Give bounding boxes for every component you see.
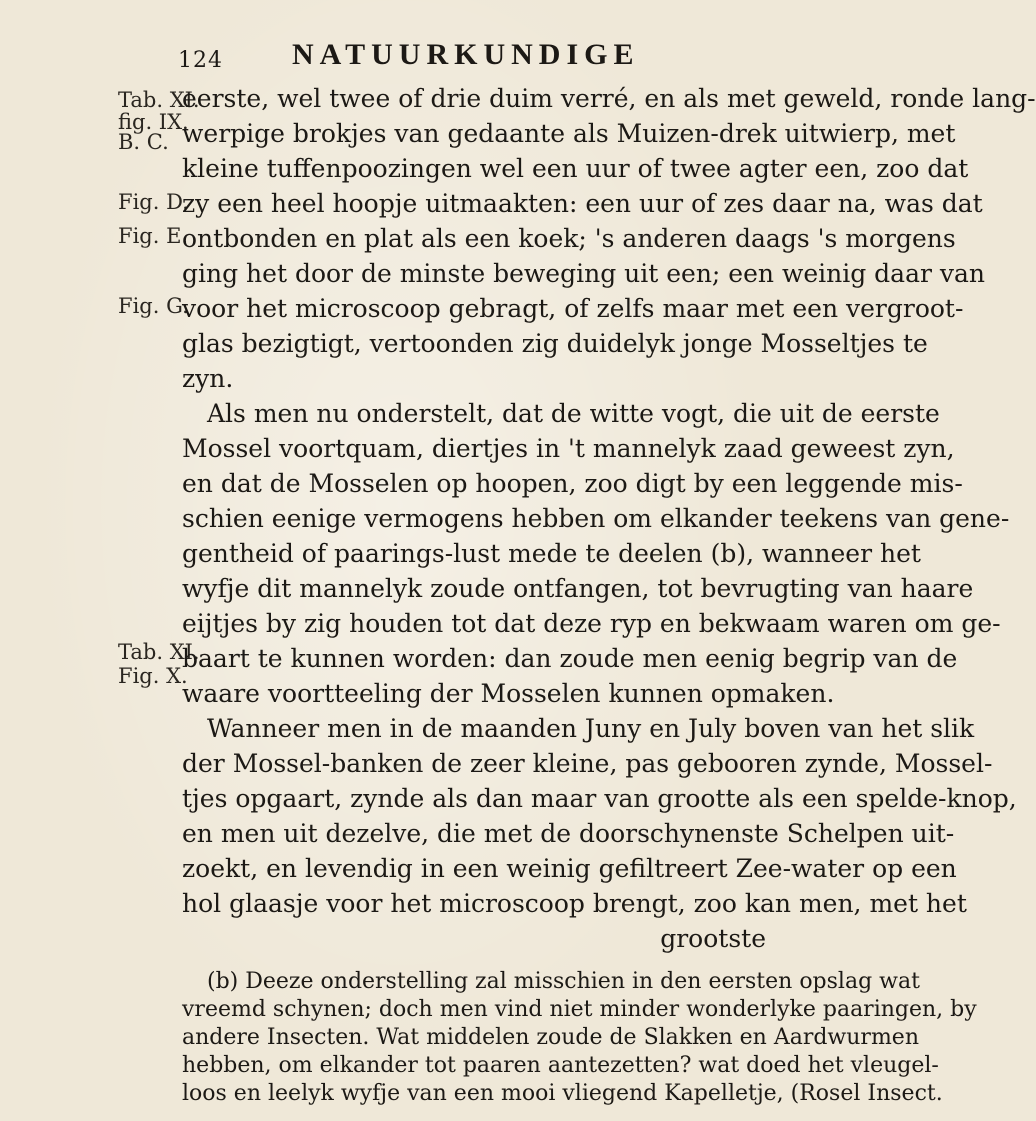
text-line: schien eenige vermogens hebben om elkander teekens van gene- bbox=[182, 504, 1010, 533]
text-line: ging het door de minste beweging uit een; een weinig daar van bbox=[182, 259, 986, 288]
text-line: werpige brokjes van gedaante als Muizen-drek uitwierp, met bbox=[182, 119, 956, 148]
footnote-line: (b) Deeze onderstelling zal misschien in den eersten opslag wat bbox=[207, 969, 920, 994]
footnote-line: loos en leelyk wyfje van een mooi vliegend Kapelletje, (Rosel Insect. bbox=[182, 1081, 943, 1106]
margin-note-figure: Fig. G. bbox=[118, 294, 189, 318]
text-line: eerste, wel twee of drie duim verré, en als met geweld, ronde lang- bbox=[182, 84, 1036, 113]
text-line: tjes opgaart, zynde als dan maar van grootte als een spelde-knop, bbox=[182, 784, 1017, 813]
text-line: hol glaasje voor het microscoop brengt, zoo kan men, met het bbox=[182, 889, 967, 918]
text-line: ontbonden en plat als een koek; 's anderen daags 's morgens bbox=[182, 224, 956, 253]
margin-note-figure: Fig. X. bbox=[118, 664, 188, 688]
margin-note-plate: Tab. XI. bbox=[118, 88, 200, 112]
text-line: kleine tuffenpoozingen wel een uur of twee agter een, zoo dat bbox=[182, 154, 969, 183]
text-line: voor het microscoop gebragt, of zelfs maar met een vergroot- bbox=[182, 294, 964, 323]
page-number: 124 bbox=[178, 48, 223, 73]
margin-note-figure: fig. IX. bbox=[118, 110, 189, 134]
text-line: der Mossel-banken de zeer kleine, pas gebooren zynde, Mossel- bbox=[182, 749, 993, 778]
catchword: grootste bbox=[660, 924, 766, 953]
text-line: Als men nu onderstelt, dat de witte vogt, die uit de eerste bbox=[207, 399, 940, 428]
footnote-line: hebben, om elkander tot paaren aantezetten? wat doed het vleugel- bbox=[182, 1053, 939, 1078]
text-line: baart te kunnen worden: dan zoude men eenig begrip van de bbox=[182, 644, 958, 673]
text-line: waare voortteeling der Mosselen kunnen opmaken. bbox=[182, 679, 835, 708]
text-line: wyfje dit mannelyk zoude ontfangen, tot bevrugting van haare bbox=[182, 574, 974, 603]
text-line: eijtjes by zig houden tot dat deze ryp en bekwaam waren om ge- bbox=[182, 609, 1001, 638]
text-line: gentheid of paarings-lust mede te deelen (b), wanneer het bbox=[182, 539, 921, 568]
margin-note-figure: Fig. D. bbox=[118, 190, 189, 214]
text-line: zy een heel hoopje uitmaakten: een uur of zes daar na, was dat bbox=[182, 189, 983, 218]
text-line: Wanneer men in de maanden Juny en July boven van het slik bbox=[207, 714, 975, 743]
running-title: NATUURKUNDIGE bbox=[292, 38, 640, 71]
text-line: glas bezigtigt, vertoonden zig duidelyk jonge Mosseltjes te bbox=[182, 329, 928, 358]
margin-note-figure: Fig. E. bbox=[118, 224, 189, 248]
text-line: Mossel voortquam, diertjes in 't mannelyk zaad geweest zyn, bbox=[182, 434, 955, 463]
footnote-line: andere Insecten. Wat middelen zoude de Slakken en Aardwurmen bbox=[182, 1025, 919, 1050]
margin-note-plate: Tab. XI. bbox=[118, 640, 200, 664]
text-line: zoekt, en levendig in een weinig gefiltreert Zee-water op een bbox=[182, 854, 957, 883]
margin-note-figure: B. C. bbox=[118, 130, 169, 154]
text-line: zyn. bbox=[182, 364, 234, 393]
footnote-line: vreemd schynen; doch men vind niet minder wonderlyke paaringen, by bbox=[182, 997, 977, 1022]
text-line: en dat de Mosselen op hoopen, zoo digt by een leggende mis- bbox=[182, 469, 963, 498]
text-line: en men uit dezelve, die met de doorschynenste Schelpen uit- bbox=[182, 819, 955, 848]
